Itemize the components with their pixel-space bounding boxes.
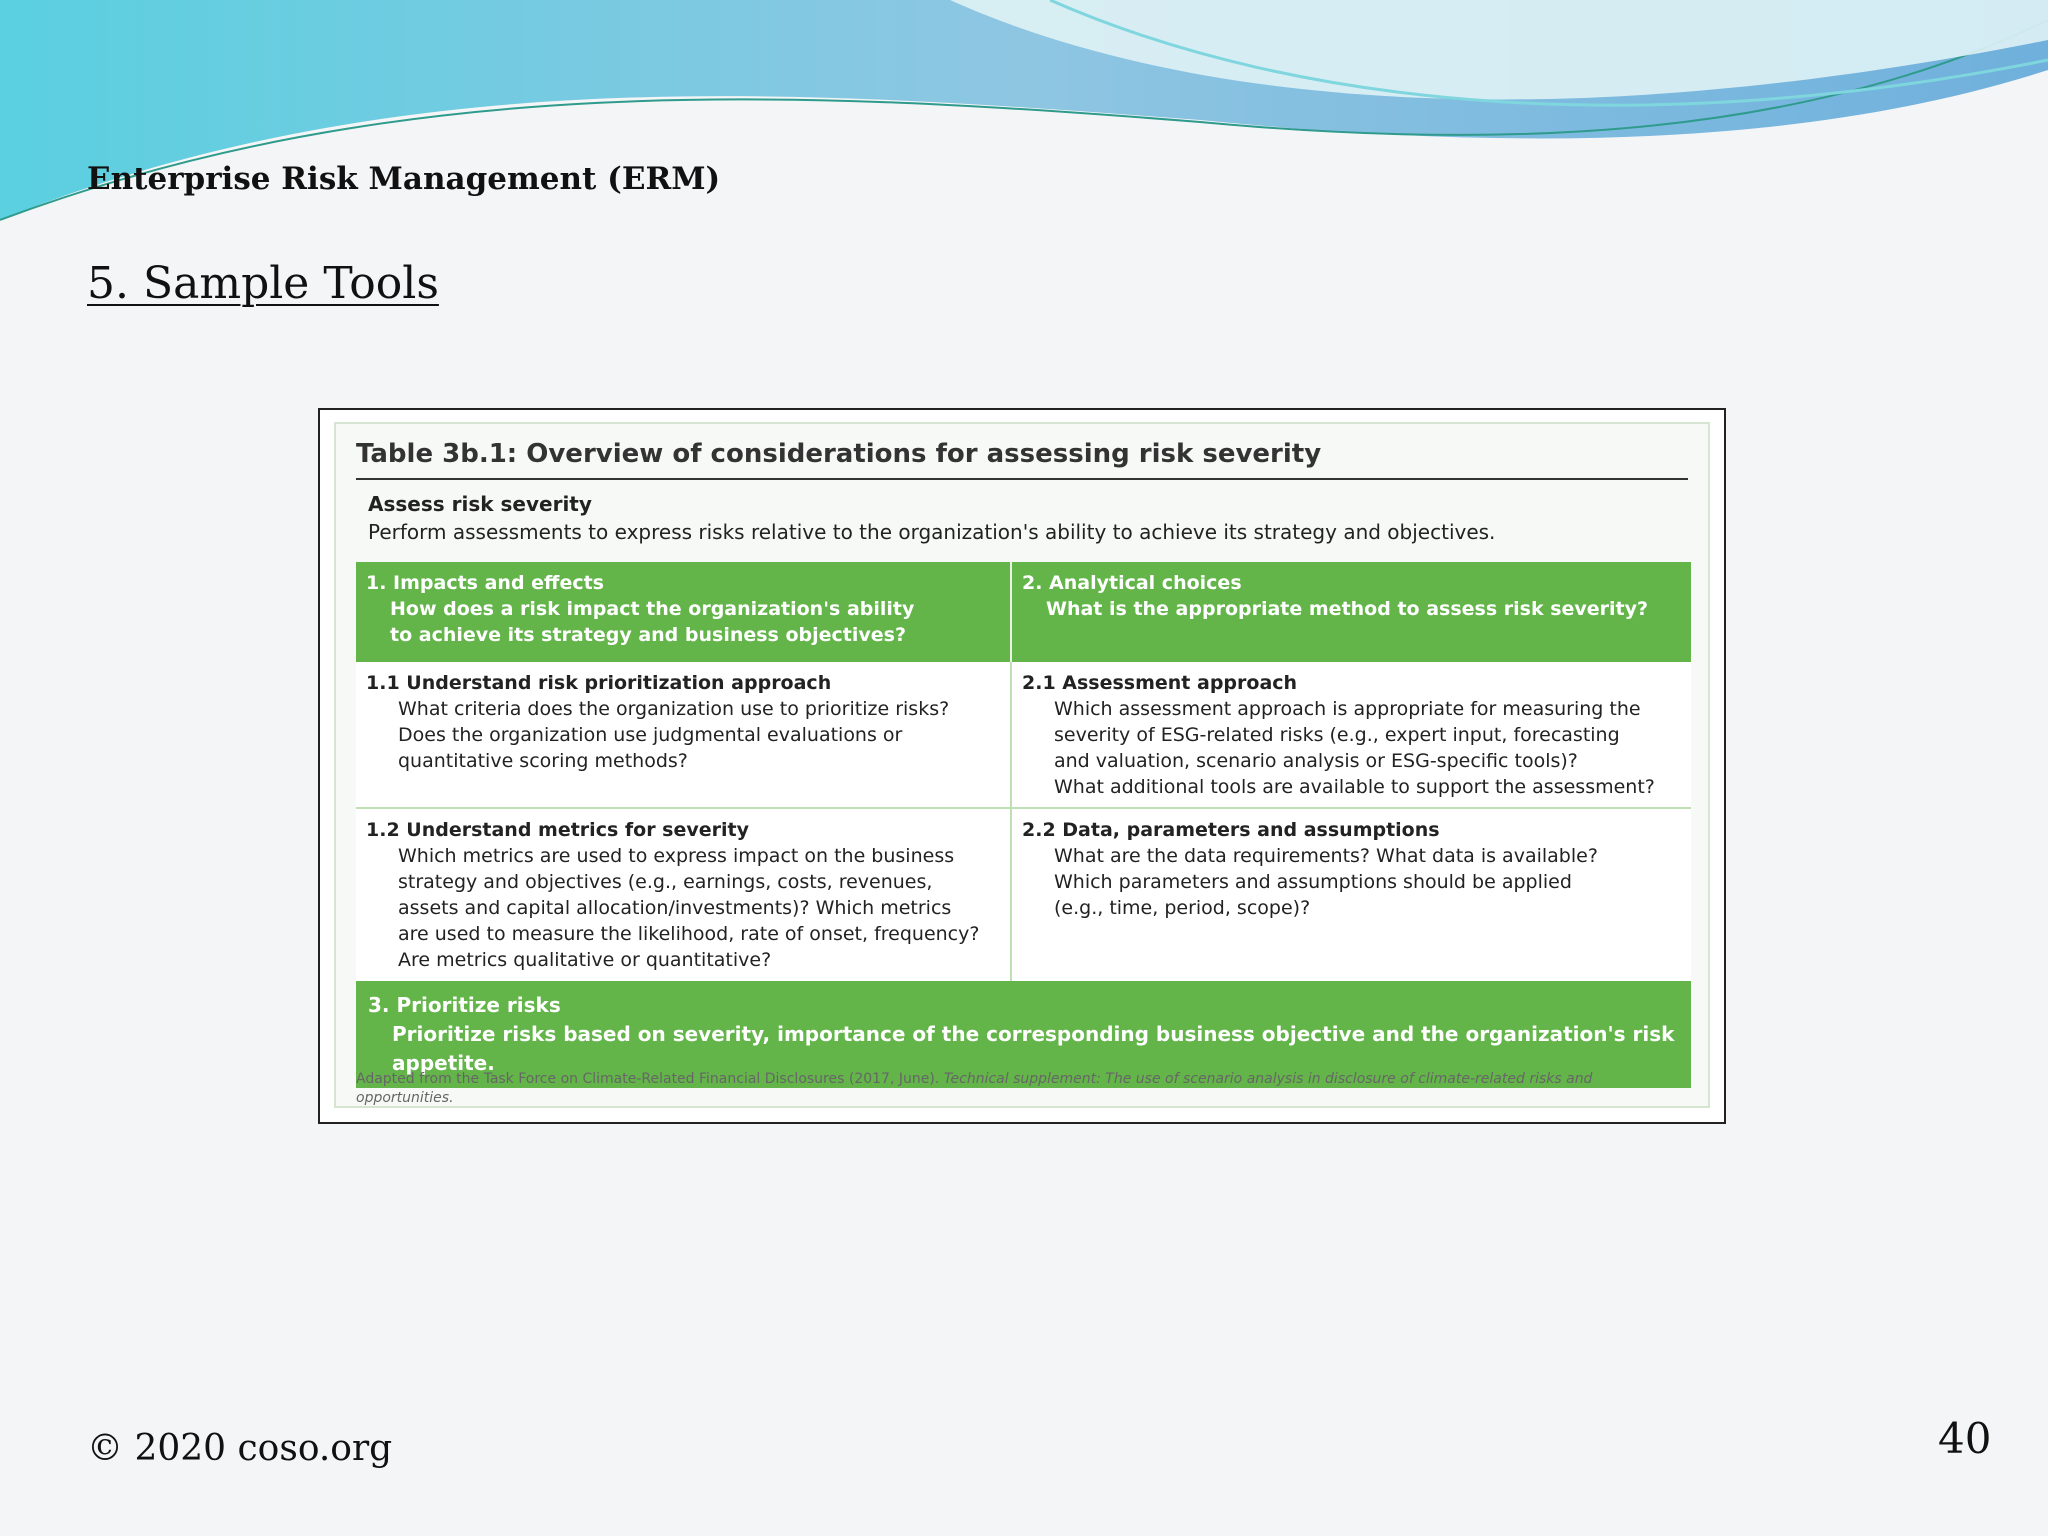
cell-2-2-heading: 2.2 Data, parameters and assumptions <box>1022 819 1440 841</box>
presentation-header: Enterprise Risk Management (ERM) <box>87 161 721 197</box>
slide-title: 5. Sample Tools <box>87 258 439 309</box>
assess-heading: Assess risk severity <box>368 492 592 516</box>
table-image-frame <box>318 408 1726 1124</box>
cell-1-2-line3: assets and capital allocation/investments)? Which metrics <box>398 897 952 919</box>
cell-2-1-heading: 2.1 Assessment approach <box>1022 672 1298 694</box>
cell-1-2-line1: Which metrics are used to express impact on the business <box>398 845 955 867</box>
cell-2-2 <box>1012 809 1691 981</box>
cell-1-1-line2: Does the organization use judgmental evaluations or <box>398 724 903 746</box>
prioritize-heading: 3. Prioritize risks <box>368 993 561 1017</box>
cell-1-2-line5: Are metrics qualitative or quantitative? <box>398 949 772 971</box>
cell-2-1-line1: Which assessment approach is appropriate for measuring the <box>1054 698 1641 720</box>
table-panel <box>334 422 1710 1108</box>
cell-1-1-heading: 1.1 Understand risk prioritization approach <box>366 672 832 694</box>
page-number: 40 <box>1938 1414 1992 1463</box>
impacts-header-cell <box>356 562 1012 662</box>
impacts-heading: 1. Impacts and effects <box>366 572 604 594</box>
source-plain: Adapted from the Task Force on Climate-Related Financial Disclosures (2017, June). <box>356 1071 940 1087</box>
source-note <box>356 1070 1688 1108</box>
assess-section <box>368 490 1688 546</box>
analytical-question: What is the appropriate method to assess risk severity? <box>1046 598 1649 620</box>
header-wave-decoration <box>0 0 2048 240</box>
cell-1-2-line2: strategy and objectives (e.g., earnings, costs, revenues, <box>398 871 933 893</box>
cell-2-2-line3: (e.g., time, period, scope)? <box>1054 897 1311 919</box>
analytical-header-cell <box>1012 562 1691 662</box>
cell-2-2-line1: What are the data requirements? What data is available? <box>1054 845 1598 867</box>
cell-1-1-line1: What criteria does the organization use to prioritize risks? <box>398 698 950 720</box>
table-title: Table 3b.1: Overview of considerations for assessing risk severity <box>356 434 1688 480</box>
cell-1-1-line3: quantitative scoring methods? <box>398 750 688 772</box>
assess-text: Perform assessments to express risks relative to the organization's ability to achieve its strategy and objectives. <box>368 520 1496 544</box>
cell-1-2-heading: 1.2 Understand metrics for severity <box>366 819 749 841</box>
impacts-question-line2: to achieve its strategy and business objectives? <box>390 624 906 646</box>
cell-2-1-line3: and valuation, scenario analysis or ESG-specific tools)? <box>1054 750 1578 772</box>
cell-2-1 <box>1012 662 1691 809</box>
prioritize-text: Prioritize risks based on severity, importance of the corresponding business objective and the organization's risk appetite. <box>392 1022 1675 1075</box>
impacts-question-line1: How does a risk impact the organization's ability <box>390 598 915 620</box>
cell-2-1-line4: What additional tools are available to support the assessment? <box>1054 776 1655 798</box>
cell-1-2-line4: are used to measure the likelihood, rate of onset, frequency? <box>398 923 980 945</box>
cell-1-1 <box>356 662 1012 809</box>
footer-copyright: © 2020 coso.org <box>87 1428 393 1469</box>
considerations-grid <box>356 562 1691 1088</box>
cell-1-2 <box>356 809 1012 981</box>
source-italic: Technical supplement: The use of scenario analysis in disclosure of climate-related risks and opportunities. <box>356 1071 1593 1106</box>
cell-2-2-line2: Which parameters and assumptions should be applied <box>1054 871 1572 893</box>
analytical-heading: 2. Analytical choices <box>1022 572 1242 594</box>
cell-2-1-line2: severity of ESG-related risks (e.g., expert input, forecasting <box>1054 724 1620 746</box>
